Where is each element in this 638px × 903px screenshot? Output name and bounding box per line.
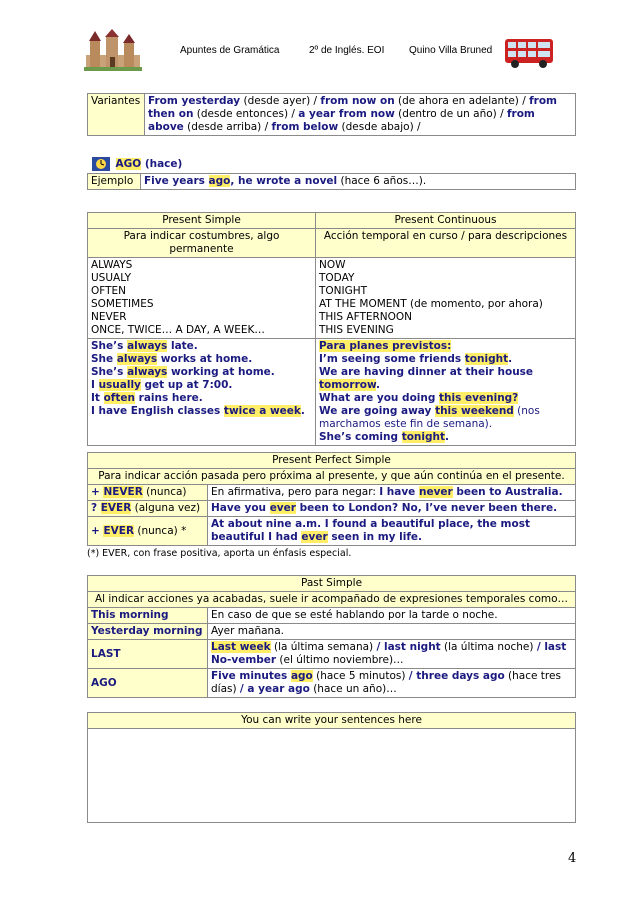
- page-header: [84, 25, 554, 75]
- present-perfect-table: [87, 452, 576, 546]
- write-sentences-table: [87, 712, 576, 823]
- ago-examples: Five minutes ago (hace 5 minutos) / three days ago (hace tres días) / a year ago (hace un año)…: [208, 669, 576, 698]
- this-morning-text: En caso de que se esté hablando por la tarde o noche.: [208, 608, 576, 624]
- present-simple-subtitle: Para indicar costumbres, algo permanente: [88, 229, 316, 258]
- never-label: + NEVER (nunca): [88, 485, 208, 501]
- present-simple-examples: She’s always late. She always works at home. She’s always working at home. I usually get up at 7:00. It often rains here. I have English classes twice a week.: [88, 339, 316, 446]
- variantes-table: [87, 93, 576, 136]
- present-continuous-subtitle: Acción temporal en curso / para descripciones: [316, 229, 576, 258]
- present-continuous-title: Present Continuous: [316, 213, 576, 229]
- yesterday-morning-label: Yesterday morning: [88, 624, 208, 640]
- present-tenses-table: [87, 212, 576, 446]
- ever-positive-label: + EVER (nunca) *: [88, 517, 208, 546]
- never-example: En afirmativa, pero para negar: I have never been to Australia.: [208, 485, 576, 501]
- ever-footnote: (*) EVER, con frase positiva, aporta un énfasis especial.: [87, 548, 352, 559]
- header-course: 2º de Inglés. EOI: [309, 45, 385, 56]
- past-simple-title: Past Simple: [88, 576, 576, 592]
- write-sentences-title: You can write your sentences here: [88, 713, 576, 729]
- ago-label: AGO: [88, 669, 208, 698]
- present-continuous-examples: Para planes previstos: I’m seeing some friends tonight. We are having dinner at their house tomorrow. What are you doing this evening? We are going away this weekend (nos marchamos este fin de semana). She’s coming tonight.: [316, 339, 576, 446]
- ago-table: [87, 157, 576, 190]
- ago-example-label: Ejemplo: [88, 174, 141, 190]
- ever-question-example: Have you ever been to London? No, I’ve never been there.: [208, 501, 576, 517]
- ever-question-label: ? EVER (alguna vez): [88, 501, 208, 517]
- last-examples: Last week (la última semana) / last night (la última noche) / last No-vember (el último noviembre)…: [208, 640, 576, 669]
- this-morning-label: This morning: [88, 608, 208, 624]
- variantes-label: Variantes: [88, 94, 145, 136]
- present-perfect-subtitle: Para indicar acción pasada pero próxima al presente, y que aún continúa en el presente.: [88, 469, 576, 485]
- ever-positive-example: At about nine a.m. I found a beautiful place, the most beautiful I had ever seen in my life.: [208, 517, 576, 546]
- double-decker-bus-icon: [504, 37, 554, 69]
- past-simple-subtitle: Al indicar acciones ya acabadas, suele ir acompañado de expresiones temporales como…: [88, 592, 576, 608]
- last-label: LAST: [88, 640, 208, 669]
- header-title: Apuntes de Gramática: [180, 45, 280, 56]
- past-simple-table: [87, 575, 576, 698]
- header-author: Quino Villa Bruned: [409, 45, 493, 56]
- present-simple-title: Present Simple: [88, 213, 316, 229]
- castle-icon: [84, 29, 142, 71]
- clock-icon: [92, 157, 110, 171]
- variantes-content: From yesterday (desde ayer) / from now on (de ahora en adelante) / from then on (desde entonces) / a year from now (dentro de un año) / from above (desde arriba) / from below (desde abajo) /: [145, 94, 576, 136]
- ago-example: Five years ago, he wrote a novel (hace 6 años…).: [141, 174, 576, 190]
- present-perfect-title: Present Perfect Simple: [88, 453, 576, 469]
- ago-heading: AGO (hace): [88, 157, 576, 174]
- yesterday-morning-text: Ayer mañana.: [208, 624, 576, 640]
- present-continuous-words: NOW TODAY TONIGHT AT THE MOMENT (de momento, por ahora) THIS AFTERNOON THIS EVENING: [316, 258, 576, 339]
- page-number: 4: [568, 851, 577, 866]
- write-sentences-area[interactable]: [88, 729, 576, 823]
- present-simple-words: ALWAYS USUALY OFTEN SOMETIMES NEVER ONCE, TWICE… A DAY, A WEEK…: [88, 258, 316, 339]
